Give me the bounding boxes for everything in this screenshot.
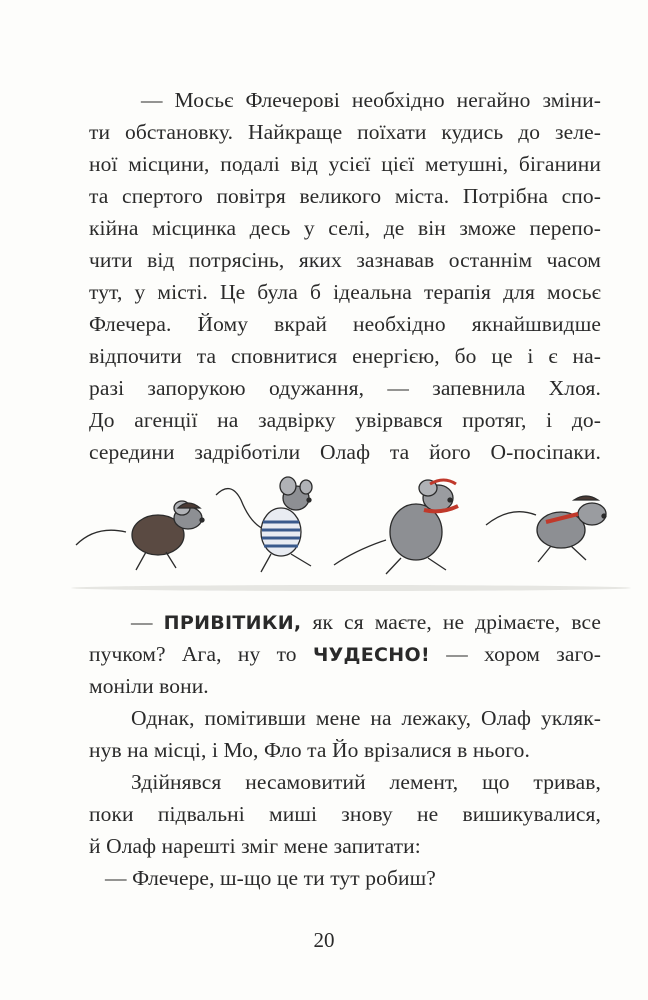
text-line: відпочити та сповнитися енергією, бо це і є на- <box>89 344 601 368</box>
mouse-icon <box>76 501 204 570</box>
text-line: моніли вони. <box>89 674 209 698</box>
text-line: ної місцини, подалі від усієї цієї метушні, біганини <box>89 152 601 176</box>
mouse-icon <box>334 480 458 574</box>
text-line: нув на місці, і Мо, Фло та Йо врізалися в нього. <box>89 738 530 762</box>
exclaim-heading: ЧУДЕСНО! <box>312 644 430 666</box>
greeting-heading: ПРИВІТИКИ, <box>163 612 302 634</box>
text-line <box>89 639 601 670</box>
text-fragment: як ся маєте, не дрімаєте, все <box>301 610 601 634</box>
page-number: 20 <box>313 928 335 952</box>
text-fragment: — хором заго- <box>429 642 601 666</box>
text-line <box>131 607 601 638</box>
text-line: разі запорукою одужання, — запевнила Хлоя. <box>89 376 601 400</box>
text-line: та спертого повітря великого міста. Потрібна спо- <box>89 184 601 208</box>
text-line: середини задріботіли Олаф та його О-посіпаки. <box>89 440 601 464</box>
text-line: До агенції на задвірку увірвався протяг, і до- <box>89 408 601 432</box>
text-line: Здійнявся несамовитий лемент, що тривав, <box>131 770 601 794</box>
text-line: Флечера. Йому вкрай необхідно якнайшвидше <box>89 312 601 336</box>
running-mice-illustration <box>66 470 636 600</box>
text-line: ти обстановку. Найкраще поїхати кудись до зеле- <box>89 120 601 144</box>
text-line: чити від потрясінь, яких зазнавав останнім часом <box>89 248 601 272</box>
text-line: й Олаф нарешті зміг мене запитати: <box>89 834 421 858</box>
text-line: тут, у місті. Це була б ідеальна терапія для мосьє <box>89 280 601 304</box>
text-line: — Мосьє Флечерові необхідно негайно зміни- <box>141 88 601 112</box>
text-line: поки підвальні миші знову не вишикувалися, <box>89 802 601 826</box>
text-line: — Флечере, ш-що це ти тут робиш? <box>105 866 436 890</box>
text-fragment: — <box>131 610 164 634</box>
text-fragment: пучком? Ага, ну то <box>89 642 313 666</box>
mouse-icon <box>216 477 312 572</box>
text-line: кійна місцинка десь у селі, де він зможе перепо- <box>89 216 601 240</box>
text-line: Однак, помітивши мене на лежаку, Олаф укляк- <box>131 706 601 730</box>
mouse-icon <box>486 496 606 562</box>
ground-shadow <box>71 585 631 591</box>
